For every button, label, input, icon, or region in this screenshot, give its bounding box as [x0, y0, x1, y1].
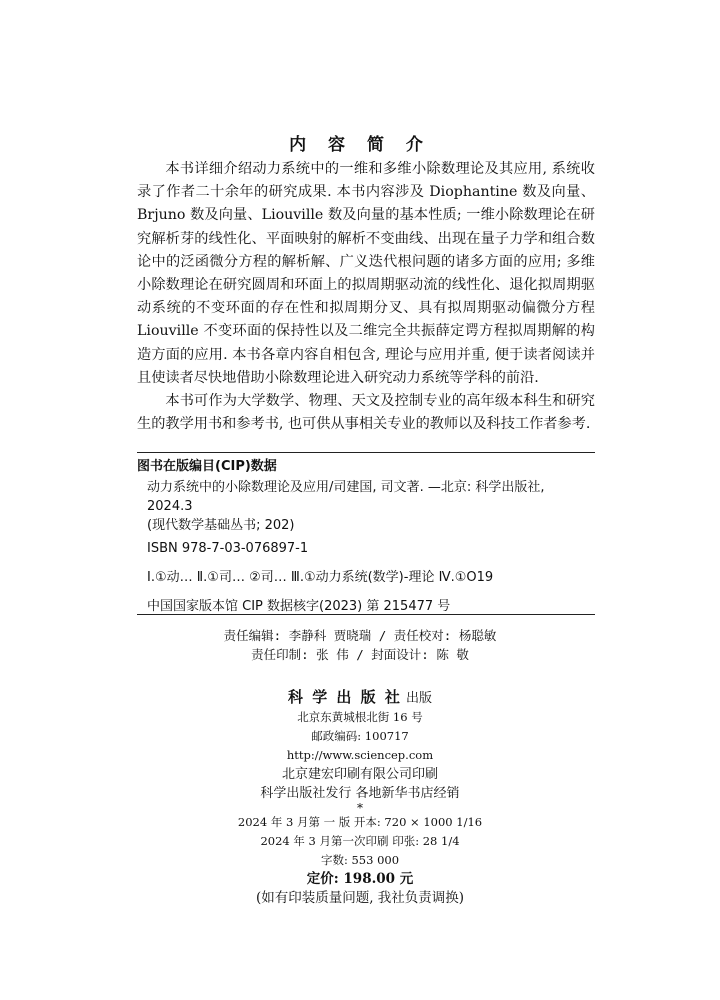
printer-line: 北京建宏印刷有限公司印刷	[281, 767, 438, 782]
printing-line: 2024 年 3 月第一次印刷 印张: 28 1/4	[260, 834, 460, 848]
cip-top-rule	[137, 452, 595, 453]
cip-series: (现代数学基础丛书; 202)	[147, 518, 295, 533]
quality-notice: (如有印装质量问题, 我社负责调换)	[255, 890, 465, 906]
publisher-address: 北京东黄城根北街 16 号	[297, 710, 423, 724]
staff-line-editors: 责任编辑: 李静科 贾晓瑞 / 责任校对: 杨聪敏	[223, 628, 497, 643]
cip-title-line: 动力系统中的小除数理论及应用/司建国, 司文著. —北京: 科学出版社,	[147, 480, 545, 495]
cip-title-line-2: 2024.3	[147, 499, 193, 514]
cip-number: 中国国家版本馆 CIP 数据核字(2023) 第 215477 号	[147, 599, 451, 614]
cip-classification: Ⅰ.①动… Ⅱ.①司… ②司… Ⅲ.①动力系统(数学)-理论 Ⅳ.①O19	[147, 570, 494, 585]
summary-paragraph-1: 本书详细介绍动力系统中的一维和多维小除数理论及其应用, 系统收录了作者二十余年的研究成果. 本书内容涉及 Diophantine 数及向量、Brjuno 数及向量、Liouville 数及向量的基本性质; 一维小除数理论在研究解析芽的线性化、平面映射的解析不变曲线、出现在量子力学和组合数论中的泛函微分方程的解析解、广义迭代根问题的诸多方面的应用; 多维小除数理论在研究圆周和环面上的拟周期驱动流的线性化、退化拟周期驱动系统的不变环面的存在性和拟周期分叉、具有拟周期驱动偏微分方程 Liouville 不变环面的保持性以及二维完全共振薛定谔方程拟周期解的构造方面的应用. 本书各章内容自相包含, 理论与应用并重, 便于读者阅读并且使读者尽快地借助小除数理论进入研究动力系统等学科的前沿.	[137, 161, 595, 386]
publisher-postcode: 邮政编码: 100717	[311, 729, 409, 743]
summary-text	[137, 158, 595, 436]
distribution-line: 科学出版社发行 各地新华书店经销	[260, 786, 460, 801]
page-title: 内 容 简 介	[289, 135, 431, 155]
separator-star: *	[357, 801, 363, 815]
wordcount-line: 字数: 553 000	[320, 853, 400, 867]
publisher-suffix: 出版	[406, 691, 433, 706]
cip-isbn: ISBN 978-7-03-076897-1	[147, 541, 309, 556]
cip-block	[137, 457, 595, 616]
staff-credits	[0, 626, 720, 664]
publisher-website: http://www.sciencep.com	[286, 748, 434, 762]
cip-bottom-rule	[137, 614, 595, 615]
publisher-block	[0, 688, 720, 908]
price-line: 定价: 198.00 元	[306, 871, 414, 887]
cip-header: 图书在版编目(CIP)数据	[137, 459, 277, 474]
edition-line: 2024 年 3 月第 一 版 开本: 720 × 1000 1/16	[237, 815, 483, 829]
summary-paragraph-2: 本书可作为大学数学、物理、天文及控制专业的高年级本科生和研究生的教学用书和参考书, 也可供从事相关专业的教师以及科技工作者参考.	[137, 393, 595, 433]
publisher-name: 科 学 出 版 社	[287, 688, 402, 706]
staff-line-production: 责任印制: 张 伟 / 封面设计: 陈 敬	[251, 647, 469, 662]
